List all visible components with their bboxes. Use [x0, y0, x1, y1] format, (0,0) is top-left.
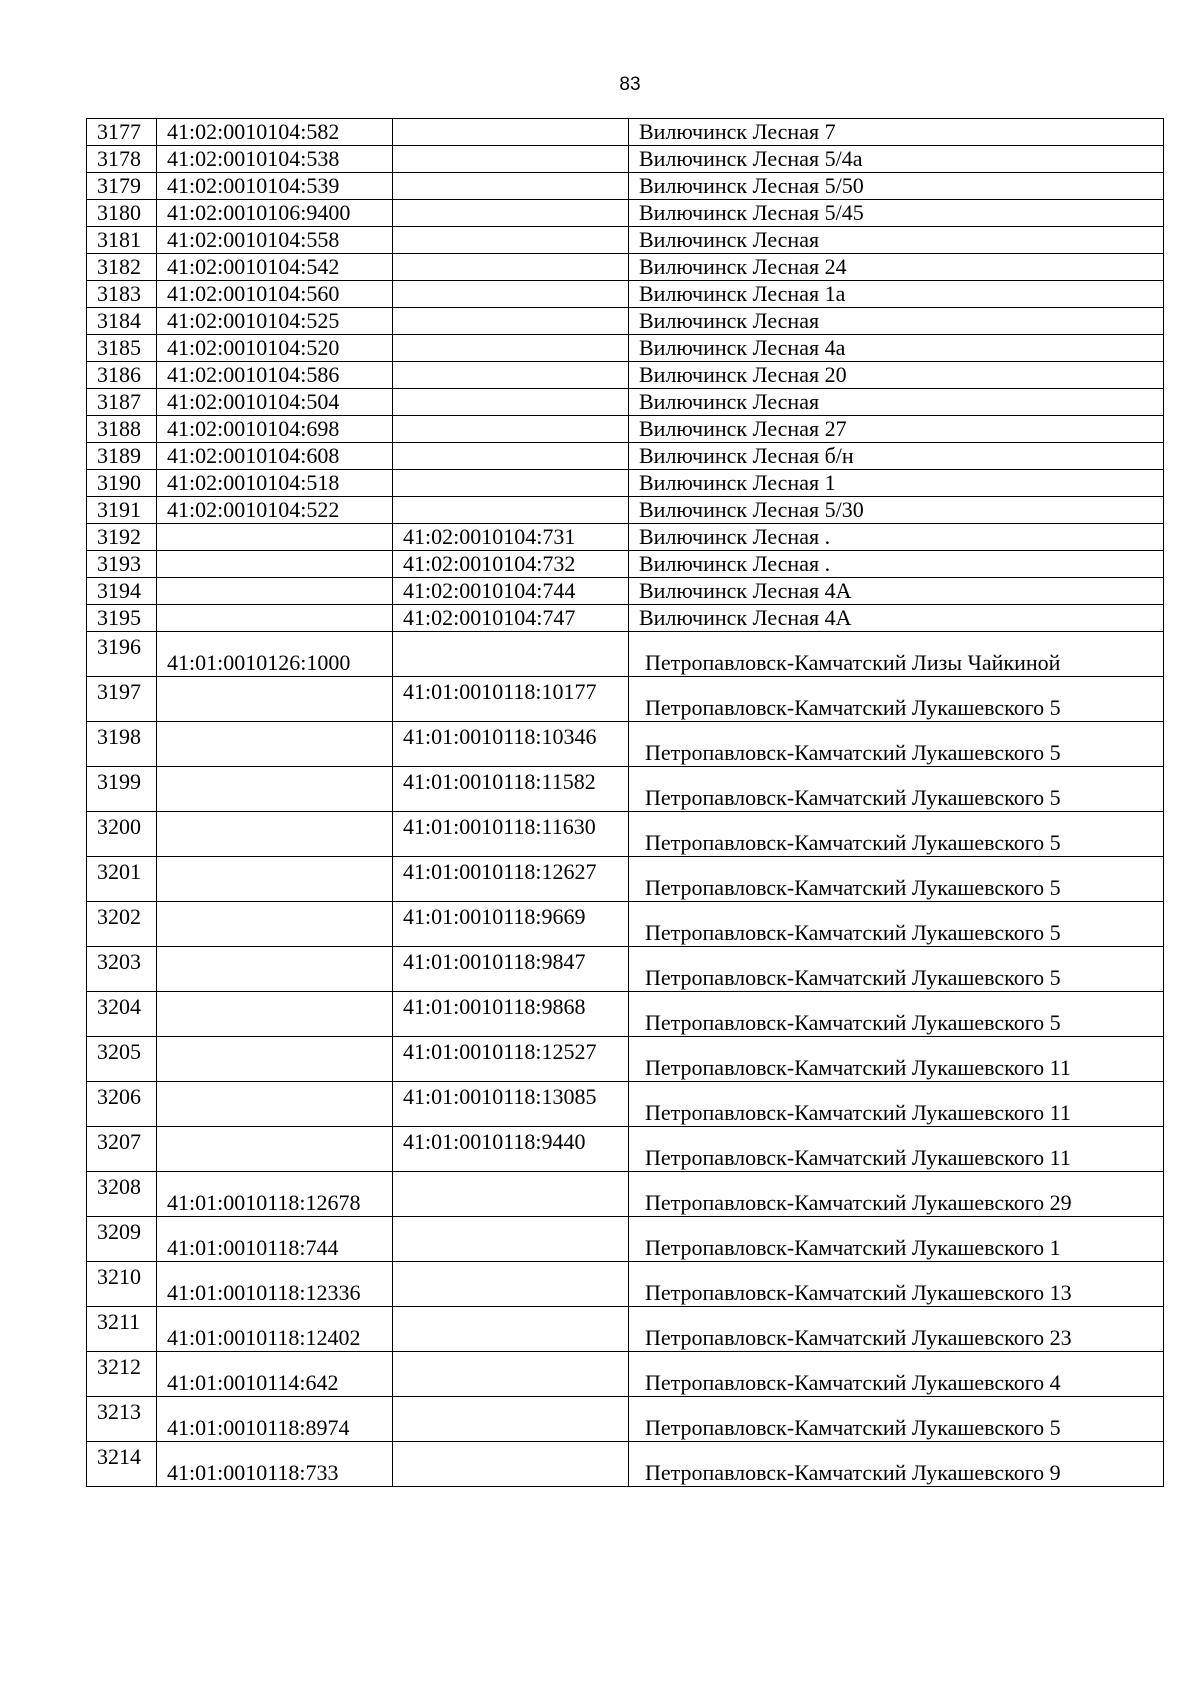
cadastral-number-b-cell	[393, 173, 629, 200]
cadastral-number-a-cell	[157, 902, 393, 947]
table-row	[87, 281, 1164, 308]
cadastral-number-a-cell	[157, 992, 393, 1037]
row-number-cell	[87, 1397, 157, 1442]
address-cell: Вилючинск Лесная 4а	[629, 335, 1164, 362]
cadastral-number-a-cell	[157, 1262, 393, 1307]
table-row	[87, 1217, 1164, 1262]
cadastral-number-a-cell-text: 41:01:0010118:12678	[167, 1190, 361, 1215]
address-cell-text: Петропавловск-Камчатский Лукашевского 5	[645, 1415, 1061, 1440]
cadastral-number-b-cell	[393, 632, 629, 677]
address-cell	[629, 1262, 1164, 1307]
cadastral-number-b-cell	[393, 281, 629, 308]
row-number-cell	[87, 1307, 157, 1352]
cadastral-number-b-cell	[393, 1037, 629, 1082]
table-row	[87, 308, 1164, 335]
table-row	[87, 1352, 1164, 1397]
row-number-cell	[87, 1172, 157, 1217]
cadastral-number-a-cell-text: 41:01:0010126:1000	[167, 650, 351, 675]
table-row	[87, 1262, 1164, 1307]
address-cell-text: Петропавловск-Камчатский Лукашевского 5	[645, 1010, 1061, 1035]
cadastral-number-b-cell	[393, 1397, 629, 1442]
table-row	[87, 200, 1164, 227]
row-number-cell-text: 3202	[97, 904, 141, 929]
table-row	[87, 812, 1164, 857]
page-number: 83	[619, 74, 641, 95]
cadastral-number-a-cell	[157, 605, 393, 632]
cadastral-number-b-cell: 41:02:0010104:732	[393, 551, 629, 578]
row-number-cell	[87, 1352, 157, 1397]
row-number-cell: 3177	[87, 119, 157, 146]
cadastral-number-b-cell	[393, 1352, 629, 1397]
table-row	[87, 416, 1164, 443]
row-number-cell: 3192	[87, 524, 157, 551]
row-number-cell	[87, 767, 157, 812]
cadastral-number-a-cell-text: 41:01:0010118:733	[167, 1460, 339, 1485]
cadastral-number-a-cell: 41:02:0010104:504	[157, 389, 393, 416]
row-number-cell: 3187	[87, 389, 157, 416]
address-cell: Вилючинск Лесная 24	[629, 254, 1164, 281]
row-number-cell-text: 3210	[97, 1264, 141, 1289]
address-cell	[629, 992, 1164, 1037]
cadastral-number-b-cell	[393, 308, 629, 335]
cadastral-number-b-cell	[393, 146, 629, 173]
address-cell	[629, 722, 1164, 767]
cadastral-number-a-cell: 41:02:0010104:538	[157, 146, 393, 173]
row-number-cell: 3195	[87, 605, 157, 632]
table-row	[87, 578, 1164, 605]
address-cell-text: Петропавловск-Камчатский Лукашевского 4	[645, 1370, 1061, 1395]
cadastral-number-b-cell	[393, 1172, 629, 1217]
cadastral-number-a-cell	[157, 1217, 393, 1262]
cadastral-number-a-cell: 41:02:0010104:542	[157, 254, 393, 281]
address-cell	[629, 947, 1164, 992]
table-row	[87, 524, 1164, 551]
cadastral-number-a-cell	[157, 1037, 393, 1082]
address-cell-text: Петропавловск-Камчатский Лукашевского 11	[645, 1055, 1071, 1080]
cadastral-number-b-cell	[393, 677, 629, 722]
row-number-cell-text: 3207	[97, 1129, 141, 1154]
table-row	[87, 992, 1164, 1037]
table-row	[87, 1442, 1164, 1487]
row-number-cell-text: 3196	[97, 634, 141, 659]
cadastral-number-b-cell	[393, 470, 629, 497]
address-cell-text: Петропавловск-Камчатский Лукашевского 5	[645, 830, 1061, 855]
row-number-cell-text: 3198	[97, 724, 141, 749]
address-cell-text: Петропавловск-Камчатский Лукашевского 5	[645, 965, 1061, 990]
table-row	[87, 947, 1164, 992]
row-number-cell: 3181	[87, 227, 157, 254]
cadastral-number-a-cell: 41:02:0010104:560	[157, 281, 393, 308]
row-number-cell: 3178	[87, 146, 157, 173]
row-number-cell: 3183	[87, 281, 157, 308]
address-cell: Вилючинск Лесная б/н	[629, 443, 1164, 470]
table-row	[87, 443, 1164, 470]
address-cell: Вилючинск Лесная 7	[629, 119, 1164, 146]
row-number-cell-text: 3213	[97, 1399, 141, 1424]
cadastral-number-a-cell	[157, 857, 393, 902]
row-number-cell: 3190	[87, 470, 157, 497]
address-cell	[629, 1037, 1164, 1082]
cadastral-number-b-cell	[393, 254, 629, 281]
row-number-cell-text: 3209	[97, 1219, 141, 1244]
cadastral-number-a-cell-text: 41:01:0010118:12336	[167, 1280, 361, 1305]
address-cell	[629, 857, 1164, 902]
row-number-cell	[87, 947, 157, 992]
table-row	[87, 857, 1164, 902]
address-cell-text: Петропавловск-Камчатский Лукашевского 13	[645, 1280, 1072, 1305]
address-cell: Вилючинск Лесная	[629, 227, 1164, 254]
address-cell	[629, 1352, 1164, 1397]
address-cell: Вилючинск Лесная 1а	[629, 281, 1164, 308]
row-number-cell: 3194	[87, 578, 157, 605]
row-number-cell-text: 3201	[97, 859, 141, 884]
cadastral-number-b-cell: 41:02:0010104:747	[393, 605, 629, 632]
row-number-cell	[87, 1442, 157, 1487]
table-row	[87, 722, 1164, 767]
row-number-cell-text: 3205	[97, 1039, 141, 1064]
address-cell	[629, 902, 1164, 947]
cadastral-number-a-cell	[157, 722, 393, 767]
cadastral-number-b-cell	[393, 722, 629, 767]
row-number-cell: 3182	[87, 254, 157, 281]
cadastral-number-a-cell	[157, 1082, 393, 1127]
cadastral-number-b-cell	[393, 1217, 629, 1262]
registry-table	[86, 118, 1164, 1487]
cadastral-number-b-cell-text: 41:01:0010118:9669	[403, 904, 586, 929]
row-number-cell-text: 3199	[97, 769, 141, 794]
row-number-cell: 3191	[87, 497, 157, 524]
address-cell	[629, 1442, 1164, 1487]
cadastral-number-a-cell	[157, 947, 393, 992]
cadastral-number-a-cell-text: 41:01:0010118:12402	[167, 1325, 361, 1350]
cadastral-number-b-cell-text: 41:01:0010118:9868	[403, 994, 586, 1019]
row-number-cell	[87, 1127, 157, 1172]
cadastral-number-a-cell	[157, 1397, 393, 1442]
row-number-cell-text: 3211	[97, 1309, 141, 1334]
cadastral-number-a-cell	[157, 812, 393, 857]
registry-table-body	[87, 119, 1164, 1487]
cadastral-number-b-cell	[393, 497, 629, 524]
row-number-cell-text: 3203	[97, 949, 141, 974]
address-cell	[629, 677, 1164, 722]
address-cell: Вилючинск Лесная .	[629, 551, 1164, 578]
row-number-cell: 3185	[87, 335, 157, 362]
cadastral-number-b-cell	[393, 443, 629, 470]
cadastral-number-b-cell	[393, 389, 629, 416]
cadastral-number-b-cell	[393, 1307, 629, 1352]
address-cell-text: Петропавловск-Камчатский Лукашевского 9	[645, 1460, 1061, 1485]
cadastral-number-b-cell	[393, 119, 629, 146]
address-cell-text: Петропавловск-Камчатский Лукашевского 1	[645, 1235, 1061, 1260]
address-cell: Вилючинск Лесная 1	[629, 470, 1164, 497]
cadastral-number-b-cell	[393, 992, 629, 1037]
cadastral-number-b-cell	[393, 812, 629, 857]
row-number-cell: 3188	[87, 416, 157, 443]
table-row	[87, 605, 1164, 632]
cadastral-number-a-cell-text: 41:01:0010114:642	[167, 1370, 339, 1395]
address-cell	[629, 1217, 1164, 1262]
table-row	[87, 254, 1164, 281]
address-cell	[629, 1307, 1164, 1352]
cadastral-number-b-cell	[393, 947, 629, 992]
cadastral-number-a-cell: 41:02:0010104:586	[157, 362, 393, 389]
cadastral-number-b-cell	[393, 857, 629, 902]
cadastral-number-a-cell: 41:02:0010104:525	[157, 308, 393, 335]
row-number-cell-text: 3212	[97, 1354, 141, 1379]
table-row	[87, 173, 1164, 200]
row-number-cell	[87, 1082, 157, 1127]
table-row	[87, 335, 1164, 362]
address-cell: Вилючинск Лесная 5/30	[629, 497, 1164, 524]
table-row	[87, 1397, 1164, 1442]
cadastral-number-a-cell: 41:02:0010104:608	[157, 443, 393, 470]
address-cell: Вилючинск Лесная 4А	[629, 578, 1164, 605]
table-row	[87, 1307, 1164, 1352]
row-number-cell	[87, 1262, 157, 1307]
address-cell	[629, 1082, 1164, 1127]
cadastral-number-b-cell	[393, 362, 629, 389]
cadastral-number-a-cell: 41:02:0010104:522	[157, 497, 393, 524]
cadastral-number-b-cell-text: 41:01:0010118:10177	[403, 679, 597, 704]
address-cell-text: Петропавловск-Камчатский Лукашевского 11	[645, 1145, 1071, 1170]
address-cell	[629, 812, 1164, 857]
cadastral-number-b-cell	[393, 767, 629, 812]
table-row	[87, 677, 1164, 722]
cadastral-number-b-cell	[393, 1442, 629, 1487]
row-number-cell	[87, 1037, 157, 1082]
address-cell: Вилючинск Лесная 4А	[629, 605, 1164, 632]
address-cell: Вилючинск Лесная 5/45	[629, 200, 1164, 227]
row-number-cell	[87, 1217, 157, 1262]
row-number-cell: 3189	[87, 443, 157, 470]
table-row	[87, 1172, 1164, 1217]
address-cell: Вилючинск Лесная	[629, 308, 1164, 335]
table-row	[87, 551, 1164, 578]
cadastral-number-a-cell	[157, 1442, 393, 1487]
address-cell-text: Петропавловск-Камчатский Лизы Чайкиной	[645, 650, 1061, 675]
row-number-cell	[87, 632, 157, 677]
table-row	[87, 119, 1164, 146]
address-cell-text: Петропавловск-Камчатский Лукашевского 23	[645, 1325, 1072, 1350]
address-cell-text: Петропавловск-Камчатский Лукашевского 5	[645, 740, 1061, 765]
table-row	[87, 1127, 1164, 1172]
cadastral-number-a-cell	[157, 1127, 393, 1172]
cadastral-number-b-cell: 41:02:0010104:744	[393, 578, 629, 605]
address-cell-text: Петропавловск-Камчатский Лукашевского 5	[645, 695, 1061, 720]
cadastral-number-b-cell-text: 41:01:0010118:9847	[403, 949, 586, 974]
row-number-cell-text: 3204	[97, 994, 141, 1019]
cadastral-number-a-cell: 41:02:0010104:518	[157, 470, 393, 497]
table-row	[87, 1082, 1164, 1127]
cadastral-number-a-cell: 41:02:0010104:558	[157, 227, 393, 254]
cadastral-number-b-cell	[393, 416, 629, 443]
cadastral-number-b-cell-text: 41:01:0010118:10346	[403, 724, 597, 749]
table-row	[87, 227, 1164, 254]
address-cell	[629, 767, 1164, 812]
cadastral-number-a-cell: 41:02:0010104:698	[157, 416, 393, 443]
cadastral-number-b-cell	[393, 1127, 629, 1172]
table-row	[87, 497, 1164, 524]
cadastral-number-b-cell	[393, 1262, 629, 1307]
cadastral-number-b-cell-text: 41:01:0010118:9440	[403, 1129, 586, 1154]
table-row	[87, 470, 1164, 497]
address-cell	[629, 1127, 1164, 1172]
address-cell: Вилючинск Лесная 27	[629, 416, 1164, 443]
row-number-cell-text: 3197	[97, 679, 141, 704]
table-row	[87, 902, 1164, 947]
address-cell-text: Петропавловск-Камчатский Лукашевского 11	[645, 1100, 1071, 1125]
row-number-cell: 3184	[87, 308, 157, 335]
row-number-cell-text: 3214	[97, 1444, 141, 1469]
address-cell: Вилючинск Лесная 5/50	[629, 173, 1164, 200]
row-number-cell	[87, 677, 157, 722]
row-number-cell	[87, 857, 157, 902]
address-cell	[629, 1172, 1164, 1217]
table-row	[87, 767, 1164, 812]
address-cell-text: Петропавловск-Камчатский Лукашевского 29	[645, 1190, 1072, 1215]
cadastral-number-a-cell	[157, 767, 393, 812]
table-row	[87, 1037, 1164, 1082]
address-cell: Вилючинск Лесная 20	[629, 362, 1164, 389]
row-number-cell	[87, 992, 157, 1037]
cadastral-number-a-cell: 41:02:0010104:520	[157, 335, 393, 362]
cadastral-number-a-cell	[157, 578, 393, 605]
cadastral-number-b-cell-text: 41:01:0010118:12527	[403, 1039, 597, 1064]
address-cell-text: Петропавловск-Камчатский Лукашевского 5	[645, 875, 1061, 900]
cadastral-number-b-cell: 41:02:0010104:731	[393, 524, 629, 551]
cadastral-number-a-cell: 41:02:0010104:539	[157, 173, 393, 200]
row-number-cell	[87, 722, 157, 767]
cadastral-number-a-cell	[157, 1172, 393, 1217]
table-row	[87, 632, 1164, 677]
row-number-cell	[87, 902, 157, 947]
cadastral-number-b-cell	[393, 1082, 629, 1127]
cadastral-number-b-cell	[393, 902, 629, 947]
address-cell-text: Петропавловск-Камчатский Лукашевского 5	[645, 920, 1061, 945]
cadastral-number-a-cell	[157, 524, 393, 551]
cadastral-number-a-cell-text: 41:01:0010118:744	[167, 1235, 339, 1260]
cadastral-number-b-cell-text: 41:01:0010118:12627	[403, 859, 597, 884]
cadastral-number-a-cell	[157, 551, 393, 578]
row-number-cell-text: 3200	[97, 814, 141, 839]
row-number-cell-text: 3206	[97, 1084, 141, 1109]
cadastral-number-a-cell: 41:02:0010104:582	[157, 119, 393, 146]
cadastral-number-b-cell-text: 41:01:0010118:13085	[403, 1084, 597, 1109]
address-cell	[629, 1397, 1164, 1442]
table-row	[87, 389, 1164, 416]
row-number-cell	[87, 812, 157, 857]
row-number-cell: 3186	[87, 362, 157, 389]
address-cell: Вилючинск Лесная	[629, 389, 1164, 416]
cadastral-number-b-cell	[393, 335, 629, 362]
cadastral-number-a-cell: 41:02:0010106:9400	[157, 200, 393, 227]
cadastral-number-b-cell-text: 41:01:0010118:11582	[403, 769, 596, 794]
cadastral-number-b-cell	[393, 200, 629, 227]
row-number-cell: 3193	[87, 551, 157, 578]
cadastral-number-a-cell	[157, 632, 393, 677]
cadastral-number-b-cell-text: 41:01:0010118:11630	[403, 814, 596, 839]
address-cell-text: Петропавловск-Камчатский Лукашевского 5	[645, 785, 1061, 810]
address-cell: Вилючинск Лесная .	[629, 524, 1164, 551]
cadastral-number-b-cell	[393, 227, 629, 254]
row-number-cell-text: 3208	[97, 1174, 141, 1199]
address-cell: Вилючинск Лесная 5/4а	[629, 146, 1164, 173]
table-row	[87, 362, 1164, 389]
table-row	[87, 146, 1164, 173]
row-number-cell: 3180	[87, 200, 157, 227]
cadastral-number-a-cell-text: 41:01:0010118:8974	[167, 1415, 350, 1440]
address-cell	[629, 632, 1164, 677]
cadastral-number-a-cell	[157, 1352, 393, 1397]
cadastral-number-a-cell	[157, 1307, 393, 1352]
cadastral-number-a-cell	[157, 677, 393, 722]
row-number-cell: 3179	[87, 173, 157, 200]
